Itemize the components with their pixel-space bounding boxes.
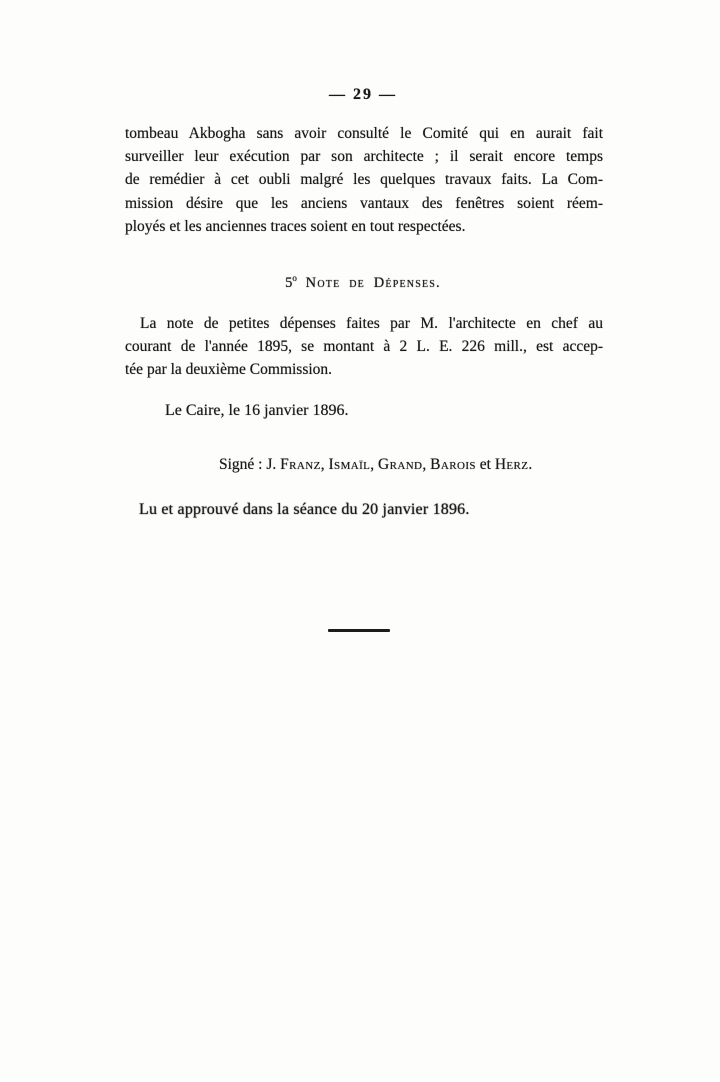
signatory-grand: Grand (378, 456, 423, 473)
signatory-herz: Herz (494, 456, 529, 473)
paragraph-note-depenses (125, 312, 603, 382)
paragraph-akbogha-continuation (125, 122, 603, 238)
text-line: mission désire que les anciens vantaux des fenêtres soient réem- (125, 194, 603, 212)
signature-separator: , (370, 456, 379, 473)
signatory-franz: Franz (280, 456, 321, 473)
signatory-barois: Barois (430, 456, 476, 473)
end-of-section-divider (328, 629, 390, 632)
text-line: surveiller leur exécution par son architecte ; il serait encore temps (125, 148, 603, 166)
page-number-header: — 29 — (329, 86, 397, 103)
text-line: de remédier à cet oubli malgré les quelques travaux faits. La Com- (125, 171, 603, 189)
text-line: tombeau Akbogha sans avoir consulté le Comité qui en aurait fait (125, 125, 603, 142)
heading-title: Note de Dépenses. (296, 275, 441, 291)
text-line: tée par la deuxième Commission. (125, 361, 333, 379)
signature-separator: , (320, 456, 329, 473)
signature-prefix: Signé : J. (219, 456, 281, 473)
approval-line: Lu et approuvé dans la séance du 20 janvier 1896. (139, 501, 470, 518)
text-line: ployés et les anciennes traces soient en tout respectées. (125, 217, 466, 235)
text-line: courant de l'année 1895, se montant à 2 L. E. 226 mill., est accep- (125, 338, 603, 356)
heading-ordinal: o (292, 273, 297, 283)
section-heading-note-de-depenses (125, 273, 601, 292)
heading-number: 5 (285, 275, 293, 291)
signature-line (219, 456, 532, 474)
signatory-ismail: Ismaïl (328, 456, 371, 473)
signature-period: . (528, 456, 533, 473)
dateline: Le Caire, le 16 janvier 1896. (165, 402, 349, 419)
signature-separator: et (475, 456, 495, 473)
signature-separator: , (422, 456, 431, 473)
text-line: La note de petites dépenses faites par M. l'architecte en chef au (140, 315, 603, 332)
